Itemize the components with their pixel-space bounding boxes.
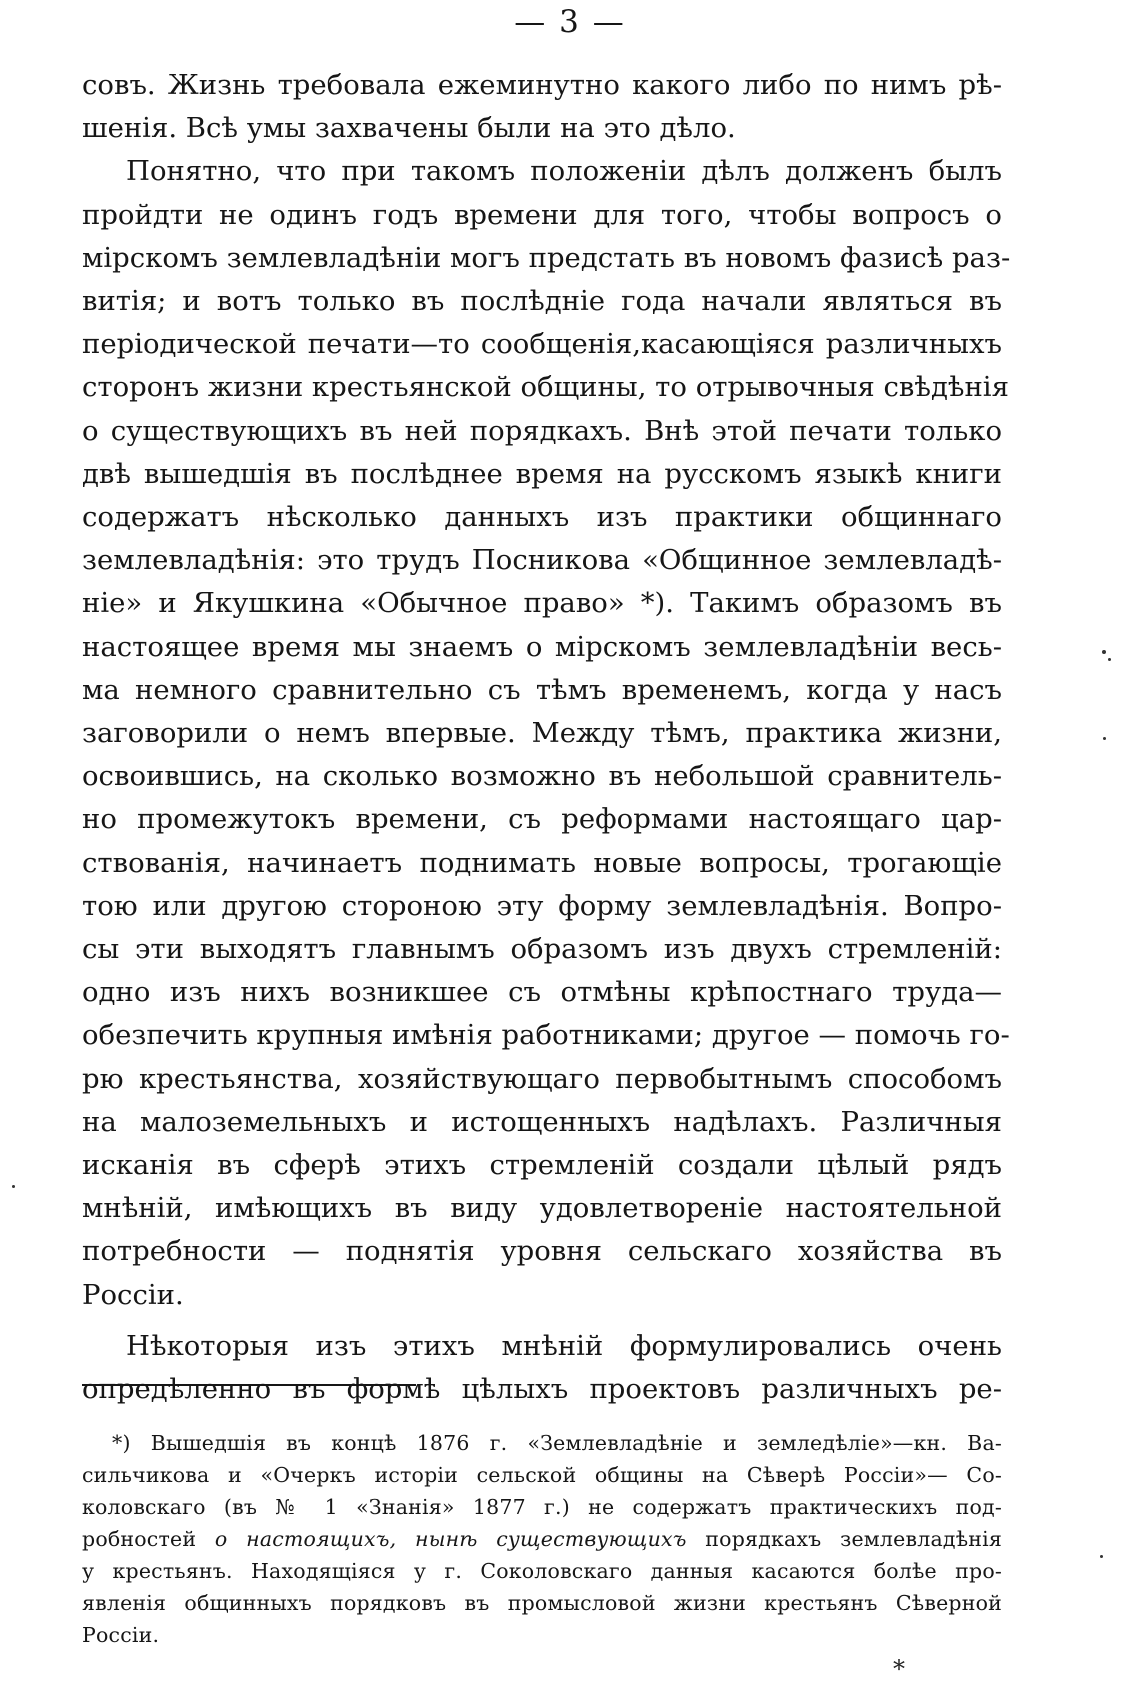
text-line: сы эти выходятъ главнымъ образомъ изъ двухъ стремленій: bbox=[82, 933, 1002, 966]
text-line: ніе» и Якушкина «Обычное право» *). Такимъ образомъ въ bbox=[82, 587, 1002, 620]
paragraph-3 bbox=[82, 1325, 1002, 1411]
text-line: Россіи. bbox=[82, 1278, 184, 1311]
margin-speck bbox=[1102, 650, 1106, 654]
paragraph-1 bbox=[82, 64, 1002, 150]
footnote-line: сильчикова и «Очеркъ исторіи сельской общины на Сѣверѣ Россіи»— Со- bbox=[82, 1463, 1002, 1487]
text-line: о существующихъ въ ней порядкахъ. Внѣ этой печати только bbox=[82, 414, 1002, 447]
margin-speck bbox=[1100, 1555, 1103, 1558]
footnote-line: у крестьянъ. Находящіяся у г. Соколовскаго данныя касаются болѣе про- bbox=[82, 1559, 1002, 1583]
footnote-line: коловскаго (въ № 1 «Знанія» 1877 г.) не содержатъ практическихъ под- bbox=[82, 1495, 1002, 1519]
footnote-italic-text: о настоящихъ, нынѣ существующихъ bbox=[214, 1527, 687, 1551]
text-line: обезпечить крупныя имѣнія работниками; другое — помочь го- bbox=[82, 1019, 1010, 1052]
text-line: сторонъ жизни крестьянской общины, то отрывочныя свѣдѣнія bbox=[82, 371, 1009, 404]
page-number: — 3 — bbox=[514, 4, 626, 40]
footnote-line: явленія общинныхъ порядковъ въ промысловой жизни крестьянъ Сѣверной bbox=[82, 1591, 1002, 1615]
text-line: заговорили о немъ впервые. Между тѣмъ, практика жизни, bbox=[82, 717, 1002, 750]
text-line: витія; и вотъ только въ послѣдніе года начали являться въ bbox=[82, 285, 1002, 318]
text-line: мнѣній, имѣющихъ въ виду удовлетвореніе настоятельной bbox=[82, 1192, 1002, 1225]
text-line: шенія. Всѣ умы захвачены были на это дѣло. bbox=[82, 112, 736, 145]
footnote-separator bbox=[82, 1384, 416, 1386]
text-line: совъ. Жизнь требовала ежеминутно какого либо по нимъ рѣ- bbox=[82, 69, 1002, 101]
bottom-asterisk-mark: * bbox=[893, 1655, 905, 1683]
footnote-line: *) Вышедшія въ концѣ 1876 г. «Землевладѣніе и земледѣліе»—кн. Ва- bbox=[112, 1431, 1002, 1455]
body-text bbox=[82, 64, 1011, 1411]
text-line: одно изъ нихъ возникшее съ отмѣны крѣпостнаго труда— bbox=[82, 976, 1002, 1009]
text-line: мірскомъ землевладѣніи могъ предстать въ новомъ фазисѣ раз- bbox=[82, 241, 1011, 274]
margin-speck bbox=[12, 1185, 15, 1188]
text-line: періодической печати—то сообщенія,касающіяся различныхъ bbox=[82, 328, 1002, 361]
text-line: освоившись, на сколько возможно въ небольшой сравнитель- bbox=[82, 760, 1002, 793]
text-line: настоящее время мы знаемъ о мірскомъ землевладѣніи весь- bbox=[82, 630, 1002, 663]
text-line: землевладѣнія: это трудъ Посникова «Общинное землевладѣ- bbox=[82, 544, 1002, 577]
footnote-line-mixed bbox=[82, 1523, 1002, 1555]
text-line: пройдти не одинъ годъ времени для того, чтобы вопросъ о bbox=[82, 198, 1002, 231]
text-line: тою или другою стороною эту форму землевладѣнія. Вопро- bbox=[82, 889, 1002, 922]
text-line: опредѣленно въ формѣ цѣлыхъ проектовъ различныхъ ре- bbox=[82, 1373, 1002, 1406]
footnote bbox=[82, 1427, 1002, 1651]
text-line: рю крестьянства, хозяйствующаго первобытнымъ способомъ bbox=[82, 1062, 1002, 1095]
text-line: Нѣкоторыя изъ этихъ мнѣній формулировались очень bbox=[126, 1329, 1002, 1362]
margin-speck bbox=[1108, 658, 1111, 661]
text-line: содержатъ нѣсколько данныхъ изъ практики общиннаго bbox=[82, 501, 1002, 534]
text-line: Понятно, что при такомъ положеніи дѣлъ долженъ былъ bbox=[126, 155, 1002, 188]
footnote-line: Россіи. bbox=[82, 1623, 160, 1647]
text-line: исканія въ сферѣ этихъ стремленій создали цѣлый рядъ bbox=[82, 1149, 1002, 1182]
margin-speck bbox=[1103, 737, 1106, 740]
paragraph-gap bbox=[82, 1317, 1002, 1325]
footnote-text: робностей bbox=[82, 1527, 215, 1551]
text-line: ствованія, начинаетъ поднимать новые вопросы, трогающіе bbox=[82, 846, 1002, 879]
text-line: двѣ вышедшія въ послѣднее время на русскомъ языкѣ книги bbox=[82, 457, 1002, 490]
footnote-text: порядкахъ землевладѣнія bbox=[686, 1527, 1003, 1551]
text-line: потребности — поднятія уровня сельскаго хозяйства въ bbox=[82, 1235, 1002, 1268]
text-line: ма немного сравнительно съ тѣмъ временемъ, когда у насъ bbox=[82, 673, 1002, 706]
text-line: но промежутокъ времени, съ реформами настоящаго цар- bbox=[82, 803, 1002, 836]
paragraph-2 bbox=[82, 150, 1011, 1316]
text-line: на малоземельныхъ и истощенныхъ надѣлахъ. Различныя bbox=[82, 1105, 1002, 1138]
